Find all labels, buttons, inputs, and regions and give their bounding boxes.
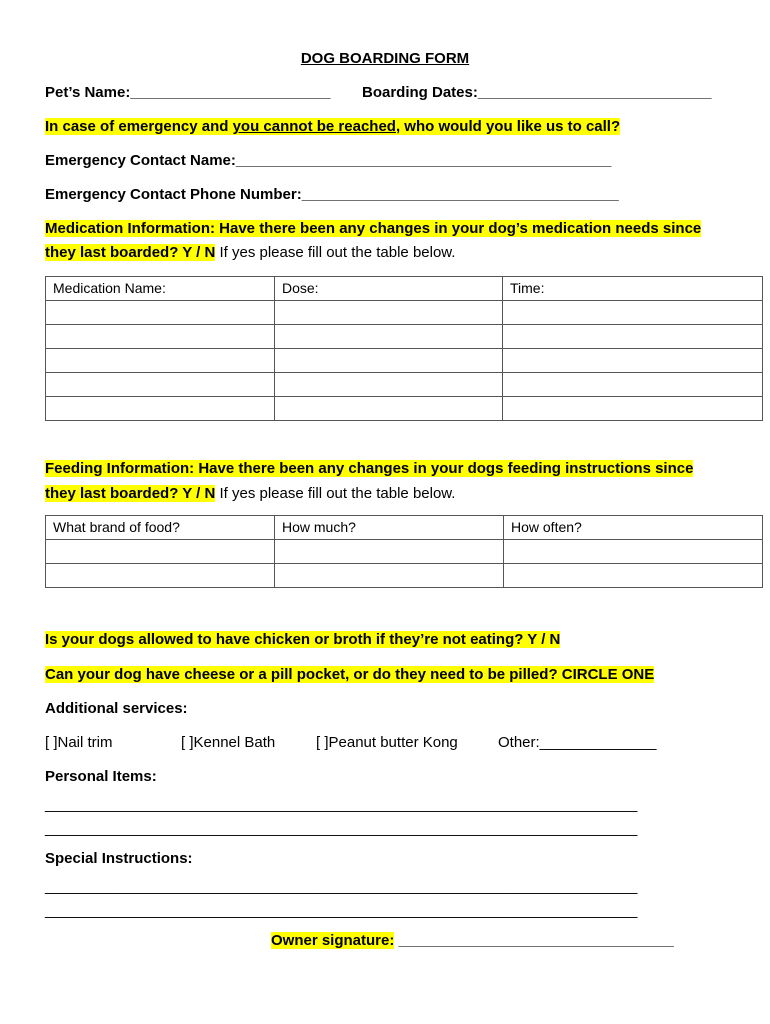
chicken-question-row [45,629,560,651]
medication-time-cell[interactable] [503,373,763,397]
personal-items-line-2[interactable]: _______________________________________________________________________ [45,820,638,837]
emergency-question-part3: , who would you like us to call? [395,118,621,135]
pets-name-label: Pet’s Name: [45,84,131,101]
special-instructions-line-2[interactable]: _______________________________________________________________________ [45,902,638,919]
personal-items-label: Personal Items: [45,768,157,785]
table-row [46,564,763,588]
emergency-contact-name-row [45,150,611,172]
medication-time-cell[interactable] [503,349,763,373]
pets-name-field[interactable]: ________________________ [130,84,331,101]
additional-services-label: Additional services: [45,700,188,717]
feeding-table [45,515,763,588]
boarding-dates-label: Boarding Dates: [362,84,478,101]
medication-question-line2 [45,242,455,264]
emergency-contact-phone-field[interactable]: ______________________________________ [301,186,619,203]
nail-trim-checkbox[interactable]: [ ]Nail trim [45,734,113,751]
feeding-brand-cell[interactable] [46,564,275,588]
feeding-frequency-cell[interactable] [504,540,763,564]
medication-name-cell[interactable] [46,349,275,373]
medication-time-cell[interactable] [503,301,763,325]
medication-header-time: Time: [503,277,763,301]
medication-question-text: Medication Information: Have there been any changes in your dog’s medication needs since [45,220,702,237]
feeding-frequency-cell[interactable] [504,564,763,588]
boarding-dates-row [362,82,711,104]
feeding-header-row [46,516,763,540]
emergency-contact-phone-label: Emergency Contact Phone Number: [45,186,302,203]
emergency-question-part1: In case of emergency and [45,118,233,135]
feeding-header-amount: How much? [275,516,504,540]
table-row [46,301,763,325]
special-instructions-line-1[interactable]: _______________________________________________________________________ [45,878,638,895]
medication-table [45,276,763,421]
medication-time-cell[interactable] [503,397,763,421]
medication-name-cell[interactable] [46,301,275,325]
kennel-bath-checkbox[interactable]: [ ]Kennel Bath [181,734,276,751]
feeding-instruction: If yes please fill out the table below. [215,485,456,502]
medication-name-cell[interactable] [46,373,275,397]
medication-question-line1 [45,218,701,240]
medication-dose-cell[interactable] [275,325,503,349]
medication-time-cell[interactable] [503,325,763,349]
table-row [46,349,763,373]
owner-signature-row [271,930,674,952]
medication-header-name: Medication Name: [46,277,275,301]
pets-name-row [45,82,331,104]
medication-name-cell[interactable] [46,397,275,421]
peanut-butter-kong-checkbox[interactable]: [ ]Peanut butter Kong [316,734,458,751]
boarding-dates-field[interactable]: ____________________________ [477,84,712,101]
feeding-yes-no[interactable]: they last boarded? Y / N [45,485,216,502]
feeding-brand-cell[interactable] [46,540,275,564]
table-row [46,540,763,564]
owner-signature-label: Owner signature: [271,932,395,949]
cheese-question[interactable]: Can your dog have cheese or a pill pocket, or do they need to be pilled? CIRCLE ONE [45,666,655,683]
medication-dose-cell[interactable] [275,301,503,325]
personal-items-line-1[interactable]: _______________________________________________________________________ [45,796,638,813]
feeding-header-frequency: How often? [504,516,763,540]
table-row [46,373,763,397]
feeding-question-text: Feeding Information: Have there been any changes in your dogs feeding instructions since [45,460,694,477]
medication-dose-cell[interactable] [275,373,503,397]
table-row [46,325,763,349]
emergency-question-part2: you cannot be reached [232,118,396,135]
form-title: DOG BOARDING FORM [300,50,470,67]
other-service-field[interactable]: Other:______________ [498,734,657,751]
emergency-contact-name-field[interactable]: _____________________________________________ [235,152,612,169]
feeding-question-line1 [45,458,693,480]
feeding-question-line2 [45,483,455,505]
medication-header-dose: Dose: [275,277,503,301]
medication-name-cell[interactable] [46,325,275,349]
special-instructions-label: Special Instructions: [45,850,193,867]
emergency-contact-phone-row [45,184,619,206]
feeding-header-brand: What brand of food? [46,516,275,540]
cheese-question-row [45,664,654,686]
additional-services-options [45,732,745,754]
emergency-question [45,116,620,138]
medication-instruction: If yes please fill out the table below. [215,244,456,261]
feeding-amount-cell[interactable] [275,564,504,588]
medication-yes-no[interactable]: they last boarded? Y / N [45,244,216,261]
feeding-amount-cell[interactable] [275,540,504,564]
owner-signature-field[interactable]: _________________________________ [398,932,674,949]
medication-dose-cell[interactable] [275,349,503,373]
medication-dose-cell[interactable] [275,397,503,421]
medication-header-row [46,277,763,301]
table-row [46,397,763,421]
emergency-contact-name-label: Emergency Contact Name: [45,152,236,169]
chicken-question[interactable]: Is your dogs allowed to have chicken or broth if they’re not eating? Y / N [45,631,561,648]
